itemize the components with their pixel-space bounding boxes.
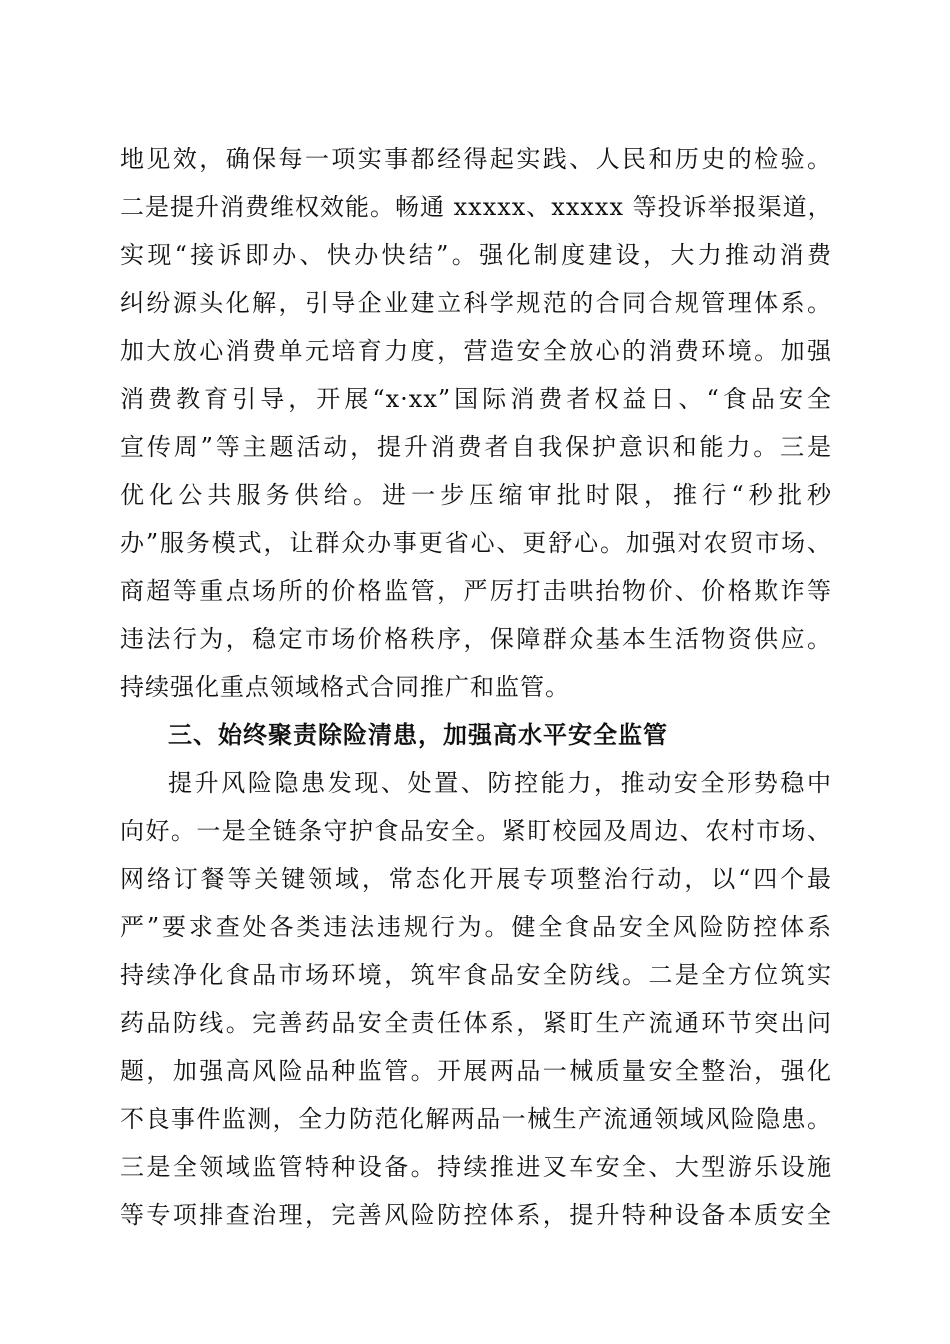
paragraph-line: 持续强化重点领域格式合同推广和监管。 <box>120 673 570 701</box>
paragraph-line: 加大放心消费单元培育力度，营造安全放心的消费环境。加强 <box>120 337 832 365</box>
paragraph-line: 提升风险隐患发现、处置、防控能力，推动安全形势稳中 <box>168 769 832 797</box>
paragraph-line: 二是提升消费维权效能。畅通 xxxxx、xxxxx 等投诉举报渠道， <box>120 193 833 221</box>
paragraph-line: 三是全领域监管特种设备。持续推进叉车安全、大型游乐设施 <box>120 1153 832 1181</box>
paragraph-line: 药品防线。完善药品安全责任体系，紧盯生产流通环节突出问 <box>120 1009 832 1037</box>
paragraph-line: 地见效，确保每一项实事都经得起实践、人民和历史的检验。 <box>120 145 832 173</box>
paragraph-line: 消费教育引导，开展“x·xx”国际消费者权益日、“食品安全 <box>120 385 832 413</box>
paragraph-line: 商超等重点场所的价格监管，严厉打击哄抬物价、价格欺诈等 <box>120 577 832 605</box>
paragraph-line: 优化公共服务供给。进一步压缩审批时限，推行“秒批秒 <box>120 481 832 509</box>
paragraph-line: 实现“接诉即办、快办快结”。强化制度建设，大力推动消费 <box>120 241 832 269</box>
paragraph-line: 持续净化食品市场环境，筑牢食品安全防线。二是全方位筑实 <box>120 961 832 989</box>
section-heading: 三、始终聚责除险清患，加强高水平安全监管 <box>168 721 668 749</box>
paragraph-line: 宣传周”等主题活动，提升消费者自我保护意识和能力。三是 <box>120 433 832 461</box>
paragraph-line: 严”要求查处各类违法违规行为。健全食品安全风险防控体系 <box>120 913 832 941</box>
paragraph-line: 向好。一是全链条守护食品安全。紧盯校园及周边、农村市场、 <box>120 817 832 845</box>
paragraph-line: 等专项排查治理，完善风险防控体系，提升特种设备本质安全 <box>120 1201 832 1229</box>
paragraph-line: 纠纷源头化解，引导企业建立科学规范的合同合规管理体系。 <box>120 289 832 317</box>
paragraph-line: 办”服务模式，让群众办事更省心、更舒心。加强对农贸市场、 <box>120 529 832 557</box>
paragraph-line: 题，加强高风险品种监管。开展两品一械质量安全整治，强化 <box>120 1057 832 1085</box>
paragraph-line: 网络订餐等关键领域，常态化开展专项整治行动，以“四个最 <box>120 865 832 893</box>
paragraph-line: 违法行为，稳定市场价格秩序，保障群众基本生活物资供应。 <box>120 625 832 653</box>
paragraph-line: 不良事件监测，全力防范化解两品一械生产流通领域风险隐患。 <box>120 1105 832 1133</box>
